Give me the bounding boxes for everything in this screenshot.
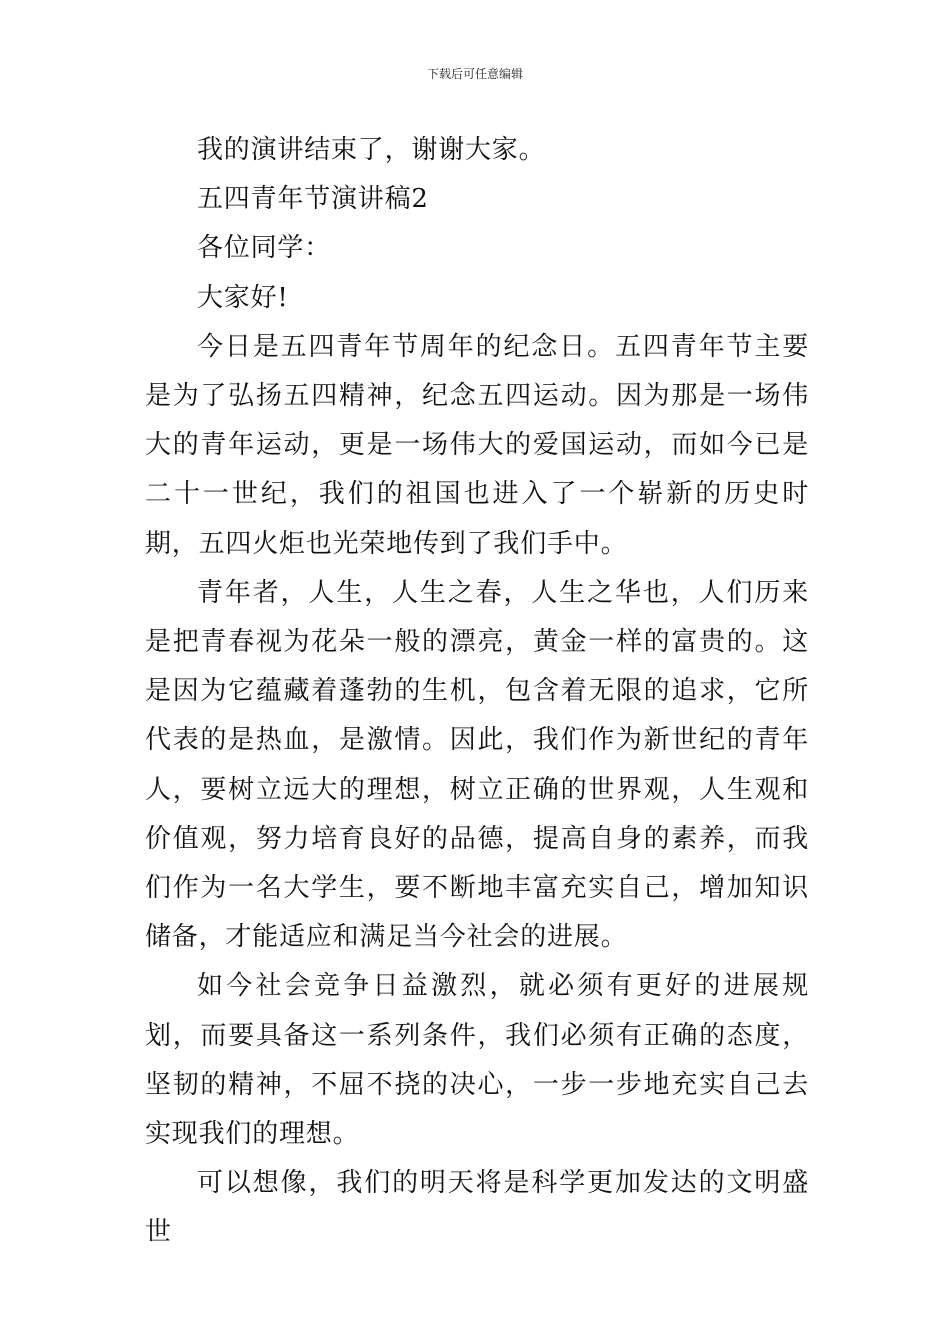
paragraph-body: 可以想像，我们的明天将是科学更加发达的文明盛世	[145, 1168, 809, 1248]
paragraph-salutation: 各位同学：	[197, 233, 332, 264]
paragraph-body: 如今社会竞争日益激烈，就必须有更好的进展规划，而要具备这一系列条件，我们必须有正确的态度，坚韧的精神，不屈不挠的决心，一步一步地充实自己去实现我们的理想。	[145, 971, 809, 1150]
paragraph-title: 五四青年节演讲稿2	[197, 184, 429, 215]
page-header-note: 下载后可任意编辑	[426, 67, 523, 81]
paragraph-body: 今日是五四青年节周年的纪念日。五四青年节主要是为了弘扬五四精神，纪念五四运动。因为那是一场伟大的青年运动，更是一场伟大的爱国运动，而如今已是二十一世纪，我们的祖国也进入了一个崭新的历史时期，五四火炬也光荣地传到了我们手中。	[145, 331, 809, 559]
paragraph-greeting: 大家好!	[197, 282, 289, 313]
paragraph-closing: 我的演讲结束了，谢谢大家。	[197, 135, 546, 165]
document-body	[145, 126, 809, 1258]
paragraph-body: 青年者，人生，人生之春，人生之华也，人们历来是把青春视为花朵一般的漂亮，黄金一样的富贵的。这是因为它蕴藏着蓬勃的生机，包含着无限的追求，它所代表的是热血，是激情。因此，我们作为新世纪的青年人，要树立远大的理想，树立正确的世界观，人生观和价值观，努力培育良好的品德，提高自身的素养，而我们作为一名大学生，要不断地丰富充实自己，增加知识储备，才能适应和满足当今社会的进展。	[145, 577, 809, 953]
